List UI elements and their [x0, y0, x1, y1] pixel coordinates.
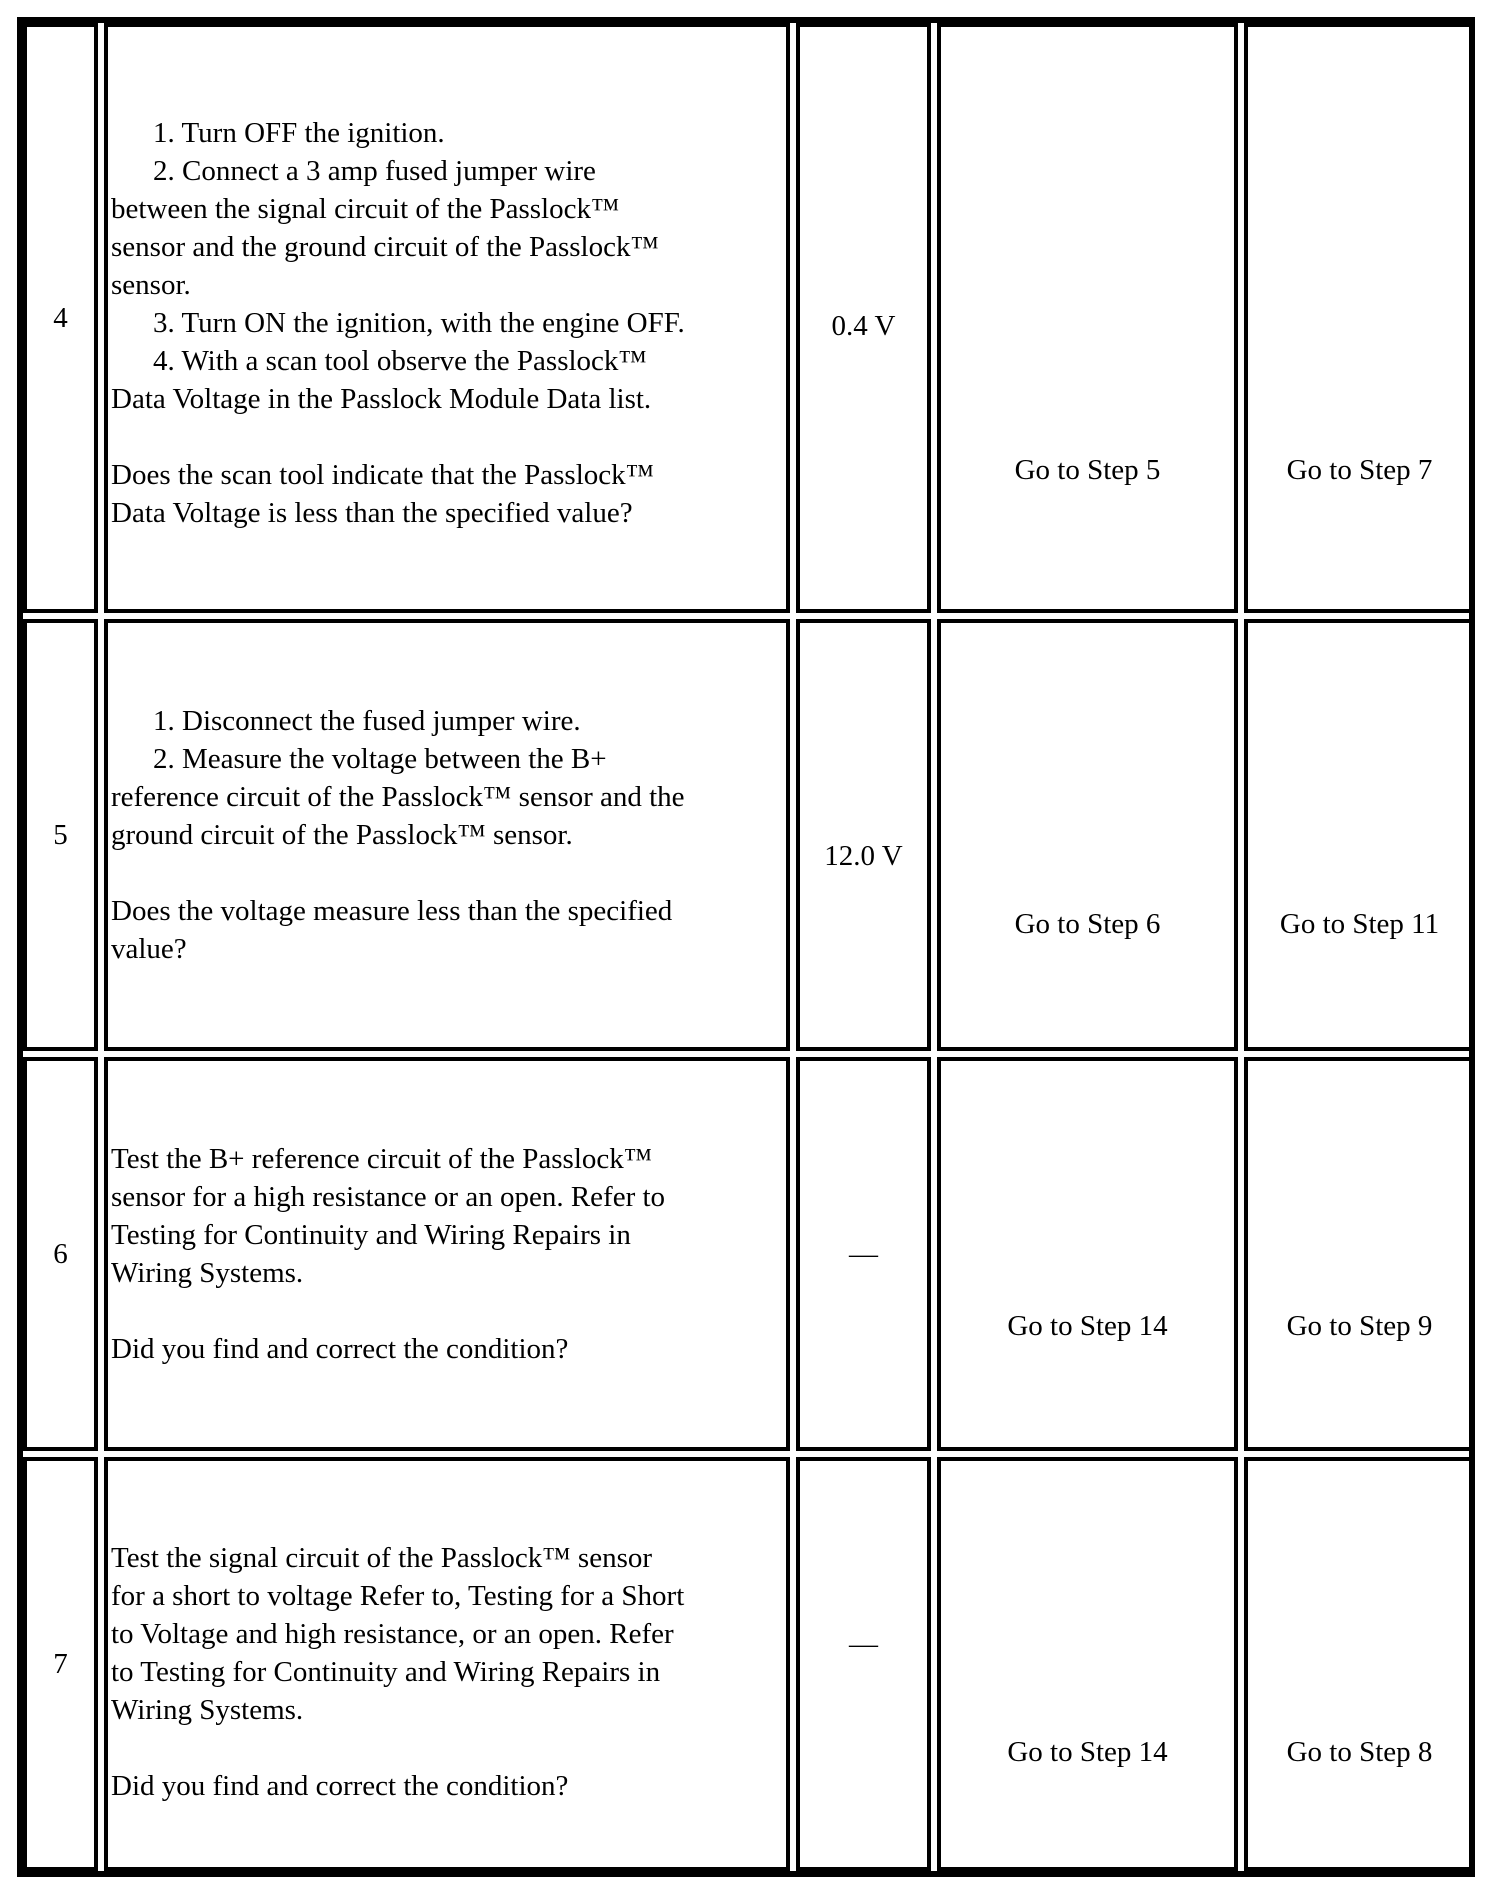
- value-cell: [796, 1457, 931, 1871]
- no-cell: [1244, 1057, 1475, 1451]
- yes-cell: [937, 619, 1238, 1051]
- action-line: Test the signal circuit of the Passlock™ sensor: [111, 1542, 653, 1574]
- step-number-cell: [23, 23, 98, 613]
- action-line: between the signal circuit of the Passlock™: [111, 193, 620, 225]
- no-cell: [1244, 1457, 1475, 1871]
- question-line: Does the scan tool indicate that the Passlock™: [111, 459, 655, 491]
- no-cell: [1244, 619, 1475, 1051]
- step-number-cell: [23, 619, 98, 1051]
- yes-cell: [937, 1057, 1238, 1451]
- question-line: Did you find and correct the condition?: [111, 1770, 569, 1802]
- no-action: Go to Step 7: [1286, 454, 1433, 486]
- diagnostic-table: [17, 17, 1475, 1877]
- action-cell: [104, 1057, 790, 1451]
- step-number-cell: [23, 1057, 98, 1451]
- action-cell: [104, 619, 790, 1051]
- question-line: Does the voltage measure less than the specified: [111, 895, 673, 927]
- action-line: 2. Measure the voltage between the B+: [153, 743, 607, 775]
- action-cell: [104, 1457, 790, 1871]
- no-action: Go to Step 8: [1286, 1736, 1433, 1768]
- action-line: Testing for Continuity and Wiring Repairs in: [111, 1219, 631, 1251]
- action-line: to Testing for Continuity and Wiring Repairs in: [111, 1656, 661, 1688]
- yes-cell: [937, 1457, 1238, 1871]
- no-cell: [1244, 23, 1475, 613]
- action-spacer: [111, 1292, 783, 1330]
- action-line: 1. Disconnect the fused jumper wire.: [153, 705, 581, 737]
- action-line: 2. Connect a 3 amp fused jumper wire: [153, 155, 596, 187]
- specified-value: 12.0 V: [824, 840, 903, 872]
- yes-action: Go to Step 14: [1007, 1310, 1168, 1342]
- step-number: 7: [53, 1648, 68, 1680]
- value-cell: [796, 619, 931, 1051]
- action-line: Test the B+ reference circuit of the Passlock™: [111, 1143, 653, 1175]
- no-action: Go to Step 9: [1286, 1310, 1433, 1342]
- action-line: reference circuit of the Passlock™ sensor and the: [111, 781, 685, 813]
- specified-value: 0.4 V: [831, 310, 896, 342]
- yes-action: Go to Step 6: [1014, 908, 1161, 940]
- action-line: 3. Turn ON the ignition, with the engine OFF.: [153, 307, 685, 339]
- value-cell: [796, 1057, 931, 1451]
- yes-action: Go to Step 5: [1014, 454, 1161, 486]
- action-line: Data Voltage in the Passlock Module Data list.: [111, 383, 652, 415]
- action-line: 1. Turn OFF the ignition.: [153, 117, 445, 149]
- step-number: 5: [53, 819, 68, 851]
- action-cell: [104, 23, 790, 613]
- yes-action: Go to Step 14: [1007, 1736, 1168, 1768]
- action-line: Wiring Systems.: [111, 1257, 304, 1289]
- step-number: 6: [53, 1238, 68, 1270]
- action-line: Wiring Systems.: [111, 1694, 304, 1726]
- action-spacer: [111, 418, 783, 456]
- question-line: value?: [111, 933, 187, 965]
- value-cell: [796, 23, 931, 613]
- action-line: sensor for a high resistance or an open. Refer to: [111, 1181, 666, 1213]
- action-line: for a short to voltage Refer to, Testing for a Short: [111, 1580, 685, 1612]
- step-number-cell: [23, 1457, 98, 1871]
- action-spacer: [111, 854, 783, 892]
- specified-value: —: [849, 1238, 878, 1270]
- action-line: sensor.: [111, 269, 191, 301]
- step-number: 4: [53, 302, 68, 334]
- question-line: Did you find and correct the condition?: [111, 1333, 569, 1365]
- action-line: to Voltage and high resistance, or an open. Refer: [111, 1618, 674, 1650]
- action-spacer: [111, 1729, 783, 1767]
- action-line: 4. With a scan tool observe the Passlock™: [153, 345, 647, 377]
- yes-cell: [937, 23, 1238, 613]
- question-line: Data Voltage is less than the specified value?: [111, 497, 633, 529]
- no-action: Go to Step 11: [1279, 908, 1440, 940]
- specified-value: —: [849, 1628, 878, 1660]
- action-line: sensor and the ground circuit of the Passlock™: [111, 231, 659, 263]
- action-line: ground circuit of the Passlock™ sensor.: [111, 819, 573, 851]
